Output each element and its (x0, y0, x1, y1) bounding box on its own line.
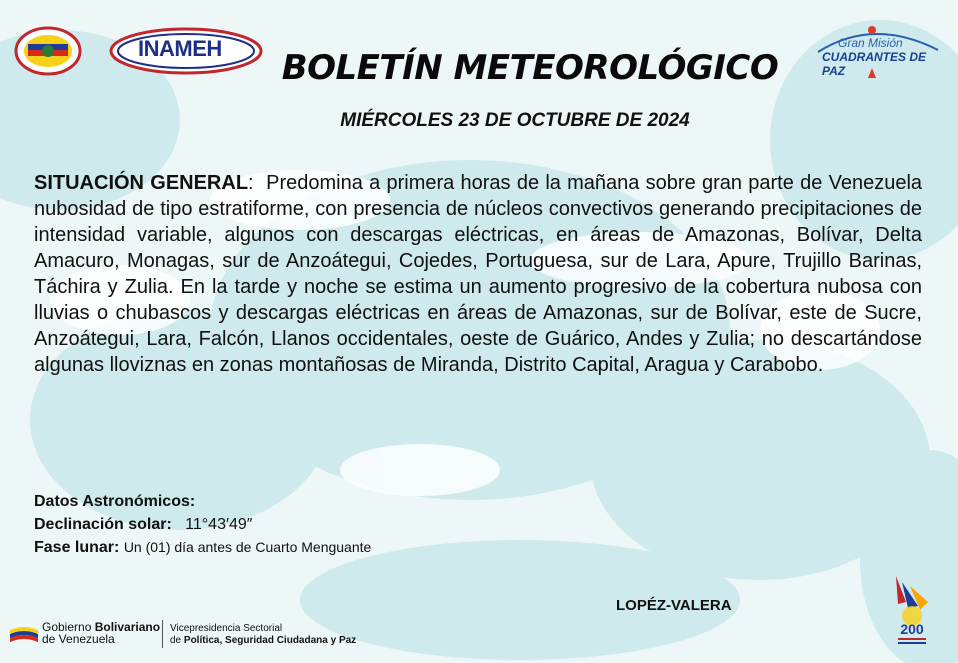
situacion-text: Predomina a primera horas de la mañana sobre gran parte de Venezuela nubosidad de tipo estratiforme, con presencia de núcleos convectivos generando precipitaciones de intensidad variable, algunos con descargas eléctricas, en áreas de Amazonas, Bolívar, Delta Amacuro, Monagas, sur de Anzoátegui, Cojedes, Portuguesa, sur de Lara, Apure, Trujillo Barinas, Táchira y Zulia. En la tarde y noche se estima un aumento progresivo de la cobertura nubosa con lluvias o chubascos y descargas eléctricas en áreas de Amazonas, sur de Bolívar, este de Sucre, Anzoátegui, Lara, Falcón, Llanos occidentales, oeste de Guárico, Andes y Zulia; no descartándose algunas lloviznas en zonas montañosas de Miranda, Distrito Capital, Aragua y Carabobo. (34, 172, 923, 376)
gran-mision-line1: Gran Misión (838, 36, 903, 50)
footer-divider (162, 620, 163, 648)
astro-heading: Datos Astronómicos: (34, 493, 196, 510)
vicepresidencia-text (170, 623, 356, 647)
gran-mision-line2: CUADRANTES DE PAZ (822, 50, 927, 78)
gobierno-text (42, 621, 160, 645)
moon-row (34, 536, 634, 559)
gran-mision-logo (798, 22, 948, 82)
vice-line2a: de (170, 635, 184, 646)
inameh-logo-text: INAMEH (138, 36, 222, 61)
page-title: BOLETÍN METEOROLÓGICO (281, 48, 779, 88)
bicentenario-logo (888, 572, 936, 652)
gob-line1a: Gobierno (42, 620, 95, 634)
svg-text:200: 200 (900, 621, 924, 637)
declination-row (34, 513, 634, 536)
situacion-label: SITUACIÓN GENERAL (34, 172, 249, 194)
gobierno-footer (10, 618, 360, 650)
venezuela-flag-icon (10, 624, 38, 644)
moon-value: Un (01) día antes de Cuarto Menguante (123, 539, 372, 555)
vice-line2b: Política, Seguridad Ciudadana y Paz (183, 635, 357, 646)
inameh-logo (108, 26, 264, 76)
author-signature: LOPÉZ-VALERA (616, 597, 732, 614)
declination-value: 11°43′49″ (185, 516, 253, 533)
gob-line2: de Venezuela (42, 632, 115, 646)
bulletin-date: MIÉRCOLES 23 DE OCTUBRE DE 2024 (340, 110, 690, 131)
datos-astronomicos (34, 490, 634, 559)
vice-line1: Vicepresidencia Sectorial (170, 623, 283, 634)
venezuela-ministry-seal (14, 26, 82, 76)
declination-label: Declinación solar: (34, 516, 172, 533)
moon-label: Fase lunar: (34, 539, 120, 556)
gob-line1b: Bolivariano (94, 620, 161, 634)
situacion-general: SITUACIÓN GENERAL: Predomina a primera horas de la mañana sobre gran parte de Venezuela nubosidad de tipo estratiforme, con presencia de núcleos convectivos generando precipitaciones de intensidad variable, algunos con descargas eléctricas, en áreas de Amazonas, Bolívar, Delta Amacuro, Monagas, sur de Anzoátegui, Cojedes, Portuguesa, sur de Lara, Apure, Trujillo Barinas, Táchira y Zulia. En la tarde y noche se estima un aumento progresivo de la cobertura nubosa con lluvias o chubascos y descargas eléctricas en áreas de Amazonas, sur de Bolívar, este de Sucre, Anzoátegui, Lara, Falcón, Llanos occidentales, oeste de Guárico, Andes y Zulia; no descartándose algunas lloviznas en zonas montañosas de Miranda, Distrito Capital, Aragua y Carabobo. (34, 172, 923, 376)
